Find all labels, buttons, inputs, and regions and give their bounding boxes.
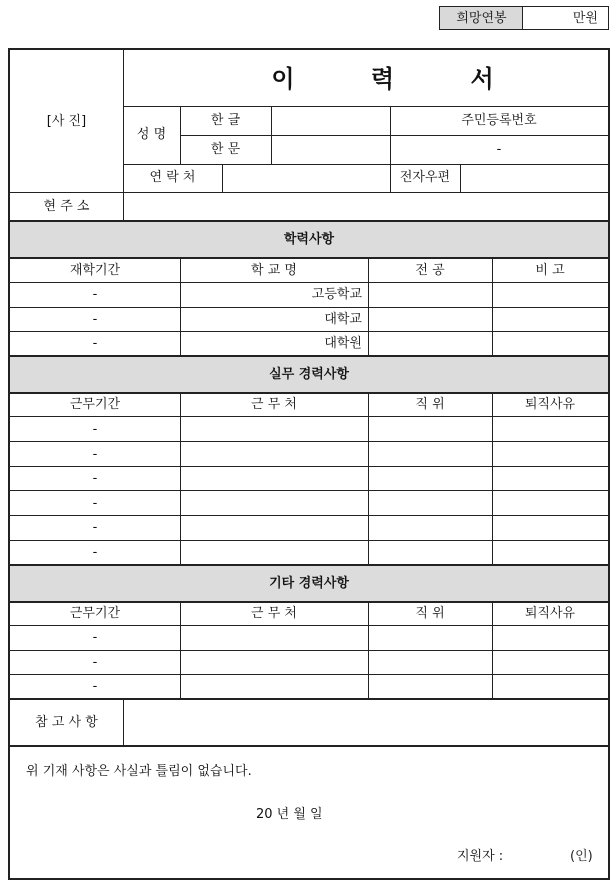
rrn-field[interactable]: - (496, 142, 502, 157)
other-col-position: 직 위 (415, 606, 445, 621)
contact-field[interactable] (223, 165, 390, 192)
other-col-company: 근 무 처 (251, 606, 297, 621)
edu-col-school: 학 교 명 (251, 263, 297, 278)
edu-row-school[interactable]: 고등학교 (311, 287, 362, 302)
name-hanja-field[interactable] (272, 136, 390, 164)
notes-field[interactable] (124, 701, 608, 745)
seal-mark: (인) (570, 849, 593, 864)
other-col-reason: 퇴직사유 (524, 606, 576, 621)
work-row-period[interactable]: - (92, 496, 98, 511)
name-label: 성 명 (136, 127, 167, 142)
applicant-name-field[interactable] (516, 846, 568, 866)
name-korean-field[interactable] (272, 107, 390, 135)
work-section-title: 실무 경력사항 (269, 367, 349, 382)
applicant-label: 지원자 : (457, 849, 504, 864)
edu-row-period[interactable]: - (92, 287, 98, 302)
desired-salary-label: 희망연봉 (456, 11, 507, 26)
edu-row-school[interactable]: 대학원 (324, 336, 362, 351)
name-hanja-label: 한 문 (210, 142, 241, 157)
name-korean-label: 한 글 (210, 113, 241, 128)
address-label: 현 주 소 (43, 199, 90, 214)
other-row-period[interactable]: - (92, 679, 98, 694)
work-col-position: 직 위 (415, 397, 445, 412)
notes-label: 참 고 사 항 (35, 715, 98, 730)
work-col-reason: 퇴직사유 (524, 397, 576, 412)
email-field[interactable] (461, 165, 608, 192)
work-col-period: 근무기간 (69, 397, 121, 412)
desired-salary-box (439, 6, 609, 30)
contact-label: 연 락 처 (149, 170, 196, 185)
edu-row-period[interactable]: - (92, 336, 98, 351)
photo-placeholder: [사 진] (46, 114, 87, 129)
work-row-period[interactable]: - (92, 520, 98, 535)
work-row-period[interactable]: - (92, 545, 98, 560)
address-field[interactable] (124, 193, 608, 220)
declaration-date: 20 년 월 일 (256, 807, 323, 822)
edu-col-period: 재학기간 (69, 263, 121, 278)
rrn-label: 주민등록번호 (461, 113, 537, 128)
work-row-period[interactable]: - (92, 447, 98, 462)
education-section-title: 학력사항 (283, 232, 335, 247)
document-title: 이 력 서 (271, 65, 528, 93)
other-row-period[interactable]: - (92, 655, 98, 670)
resume-form (8, 48, 610, 880)
edu-col-major: 전 공 (415, 263, 445, 278)
edu-row-period[interactable]: - (92, 312, 98, 327)
work-row-period[interactable]: - (92, 422, 98, 437)
other-col-period: 근무기간 (69, 606, 121, 621)
edu-col-note: 비 고 (535, 263, 565, 278)
other-row-period[interactable]: - (92, 630, 98, 645)
desired-salary-unit: 만원 (572, 11, 598, 26)
work-col-company: 근 무 처 (251, 397, 297, 412)
edu-row-school[interactable]: 대학교 (324, 312, 362, 327)
other-section-title: 기타 경력사항 (269, 576, 349, 591)
work-row-period[interactable]: - (92, 471, 98, 486)
declaration-statement: 위 기재 사항은 사실과 틀림이 없습니다. (26, 764, 252, 779)
email-label: 전자우편 (399, 170, 451, 185)
